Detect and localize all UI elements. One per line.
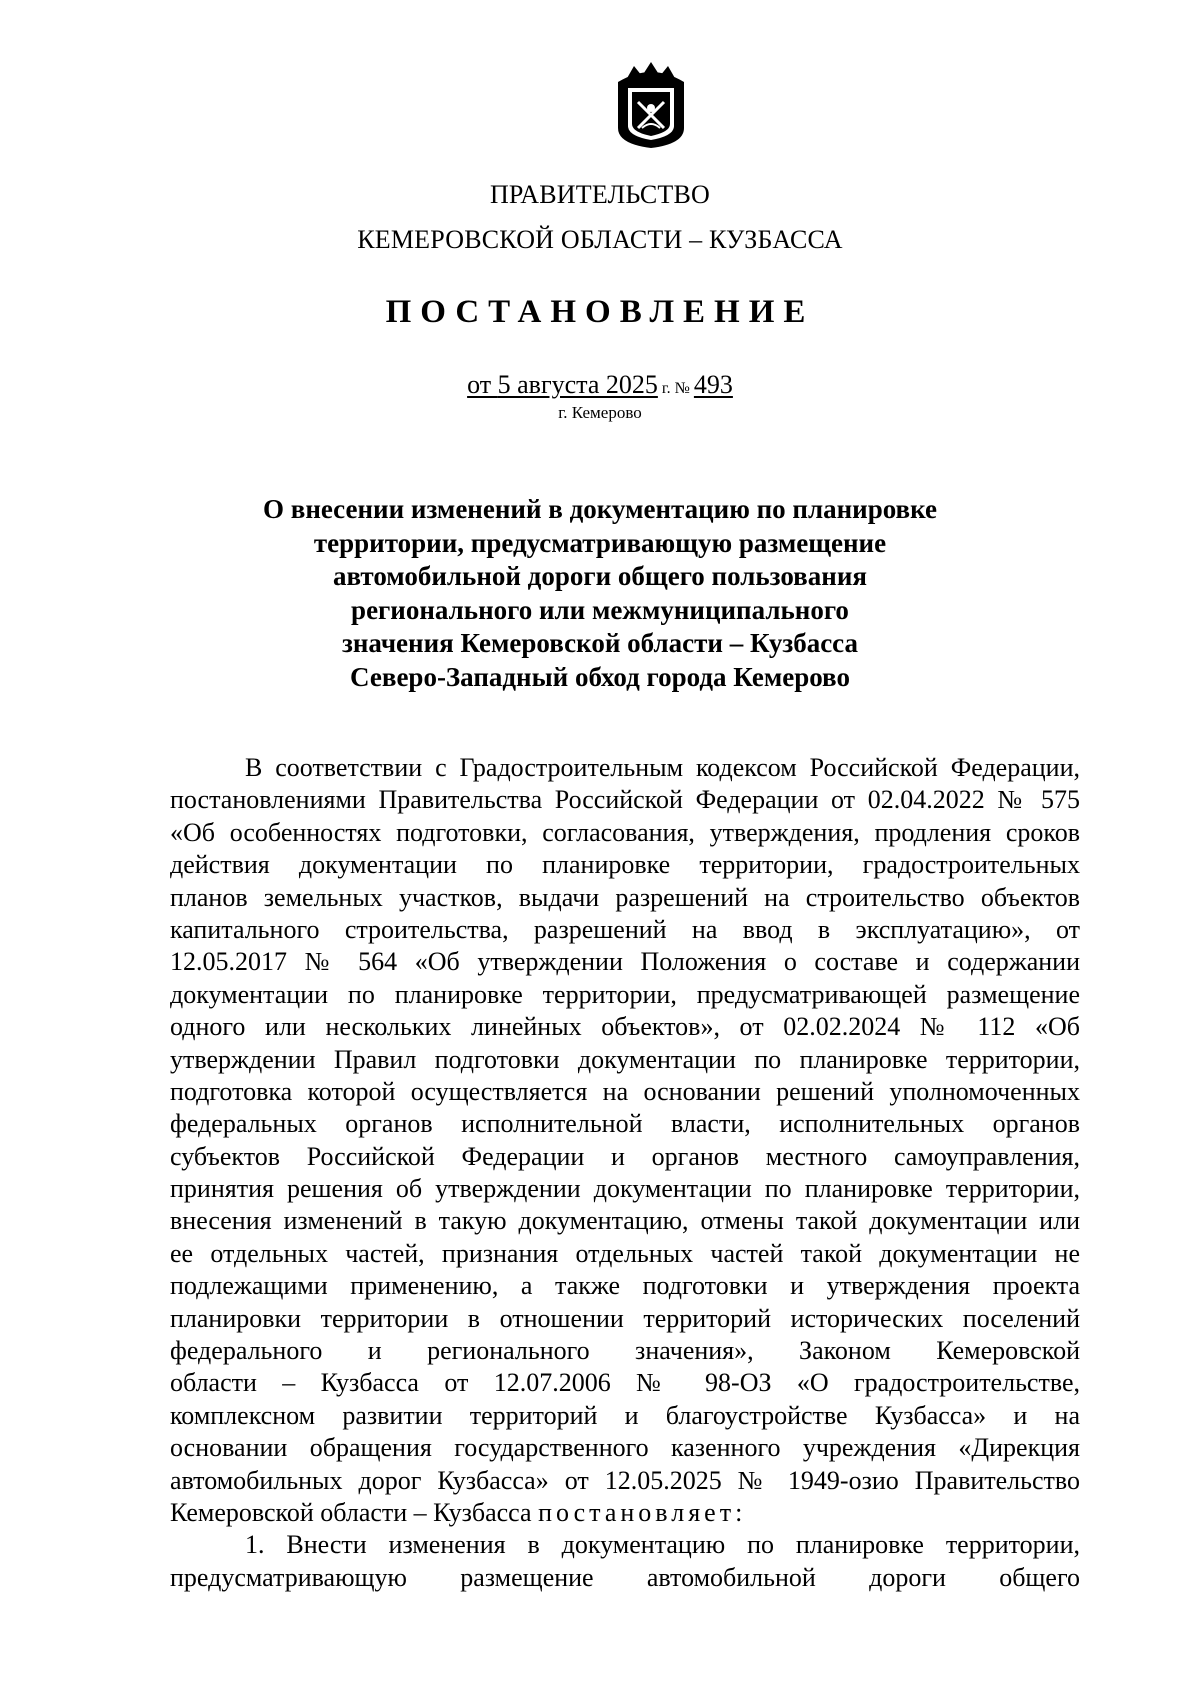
body-text [170, 752, 1080, 1594]
date-prefix: от [467, 370, 498, 399]
document-type: ПОСТАНОВЛЕНИЕ [385, 294, 815, 330]
body-line: 12.05.2017 № 564 «Об утверждении Положения о составе и содержании [170, 947, 1080, 977]
title-line: значения Кемеровской области – Кузбасса [342, 628, 858, 658]
organization-name-line2: КЕМЕРОВСКОЙ ОБЛАСТИ – КУЗБАССА [357, 225, 843, 254]
body-line-last [170, 1497, 1080, 1529]
body-line: федеральных органов исполнительной власти, исполнительных органов [170, 1109, 1080, 1139]
title-line: регионального или межмуниципального [351, 594, 849, 625]
body-line: принятия решения об утверждении документации по планировке территории, [170, 1174, 1080, 1204]
body-line: комплексном развитии территорий и благоустройстве Кузбасса» и на [170, 1400, 1080, 1430]
resolves-word: постановляет: [538, 1497, 747, 1527]
body-line: утверждении Правил подготовки документации по планировке территории, [170, 1044, 1080, 1074]
body-line: ее отдельных частей, признания отдельных частей такой документации не [170, 1238, 1080, 1268]
body-line: области – Кузбасса от 12.07.2006 № 98-ОЗ «О градостроительстве, [170, 1368, 1080, 1398]
body-line: подготовка которой осуществляется на основании решений уполномоченных [170, 1076, 1080, 1106]
coat-of-arms-icon [610, 58, 692, 150]
body-line: планов земельных участков, выдачи разрешений на строительство объектов [170, 882, 1080, 912]
item-1-line: предусматривающую размещение автомобильной дороги общего [170, 1562, 1080, 1592]
body-line: подлежащими применению, а также подготовки и утверждения проекта [170, 1271, 1080, 1301]
body-line: внесения изменений в такую документацию, отмены такой документации или [170, 1206, 1080, 1236]
body-line: действия документации по планировке территории, градостроительных [170, 850, 1080, 880]
body-line: «Об особенностях подготовки, согласования, утверждения, продления сроков [170, 817, 1080, 847]
body-line: капитального строительства, разрешений на ввод в эксплуатацию», от [170, 914, 1080, 944]
title-line: О внесении изменений в документацию по планировке [262, 494, 938, 524]
city: г. Кемерово [558, 403, 642, 422]
body-line: основании обращения государственного казенного учреждения «Дирекция [170, 1433, 1080, 1463]
body-line: одного или нескольких линейных объектов», от 02.02.2024 № 112 «Об [170, 1012, 1080, 1042]
body-line: постановлениями Правительства Российской Федерации от 02.04.2022 № 575 [170, 785, 1080, 815]
body-line-last-text: Кемеровской области – Кузбасса [170, 1497, 539, 1527]
body-line: В соответствии с Градостроительным кодексом Российской Федерации, [245, 753, 1080, 782]
body-line: автомобильных дорог Кузбасса» от 12.05.2025 № 1949-озио Правительство [170, 1465, 1080, 1495]
title-line: территории, предусматривающую размещение [313, 527, 887, 558]
body-line: планировки территории в отношении территорий исторических поселений [170, 1303, 1080, 1333]
document-title [0, 493, 1200, 694]
date-line [0, 370, 1200, 400]
body-line: субъектов Российской Федерации и органов местного самоуправления, [170, 1141, 1080, 1171]
document-number: 493 [693, 370, 733, 399]
year-suffix: г. № [657, 380, 694, 397]
item-1-line: 1. Внести изменения в документацию по планировке территории, [245, 1530, 1080, 1560]
title-line: Северо-Западный обход города Кемерово [350, 661, 850, 692]
title-line: автомобильной дороги общего пользования [333, 561, 867, 591]
organization-name-line1: ПРАВИТЕЛЬСТВО [489, 180, 711, 209]
body-line: федерального и регионального значения», Законом Кемеровской [170, 1336, 1080, 1366]
document-date: 5 августа 2025 [497, 370, 658, 399]
body-line: документации по планировке территории, предусматривающей размещение [170, 979, 1080, 1009]
